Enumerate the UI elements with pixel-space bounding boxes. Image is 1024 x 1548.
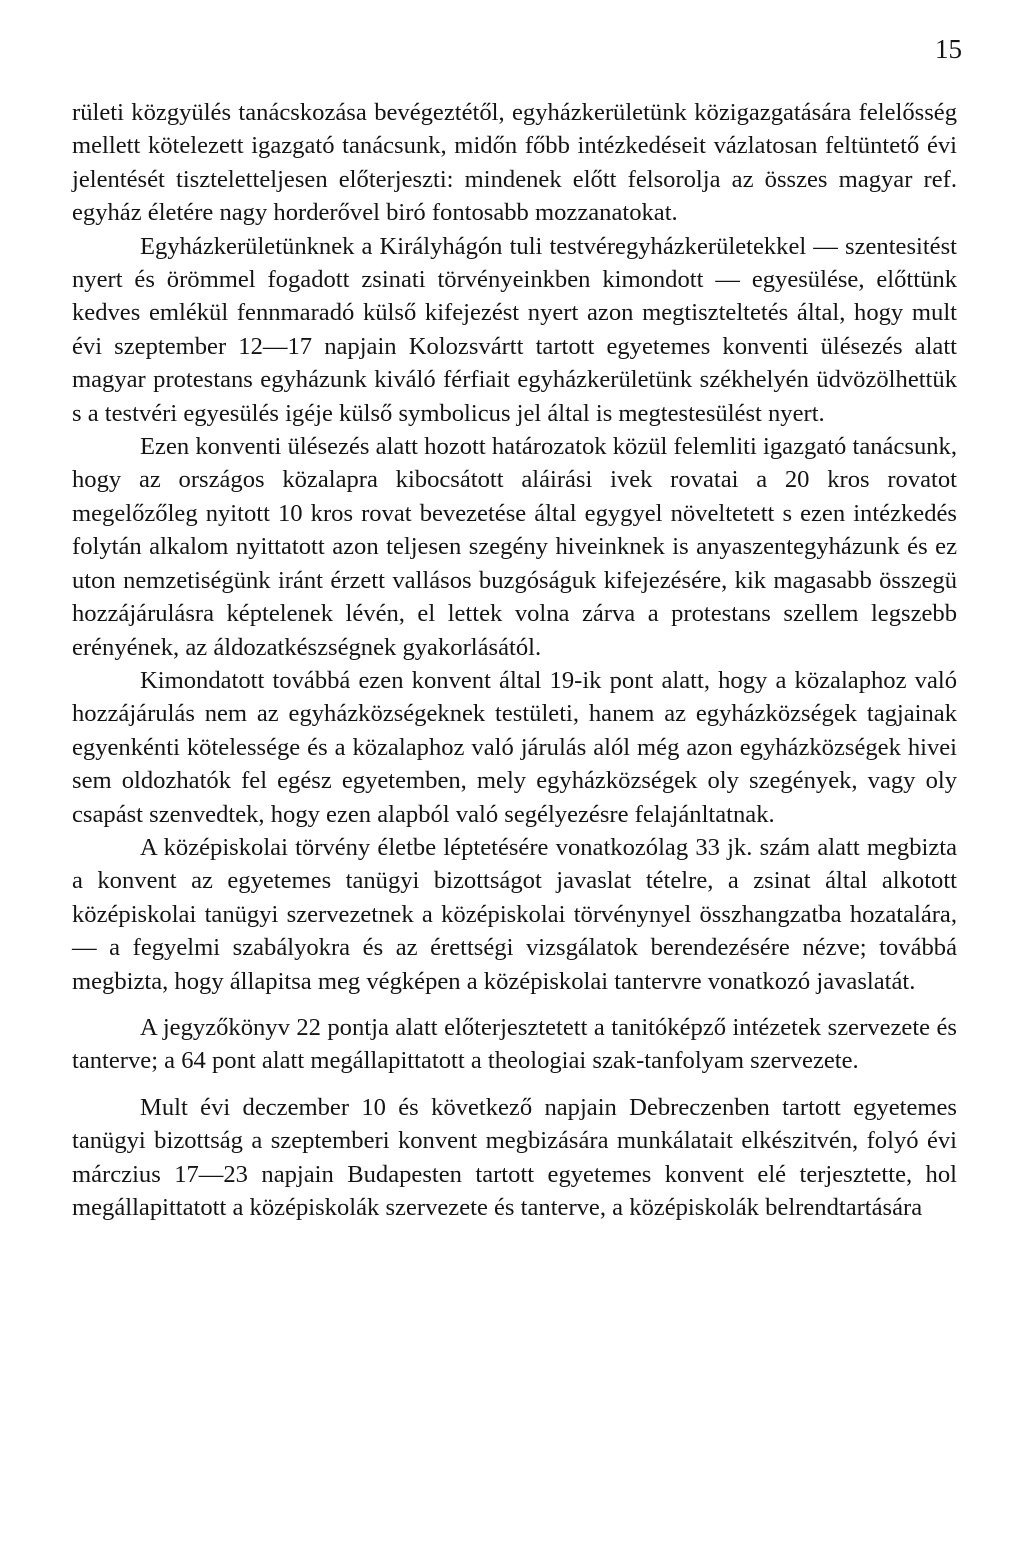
paragraph: rületi közgyülés tanácskozása bevégeztétől, egyházkerületünk közigazgatására felelősség mellett kötelezett igazgató tanácsunk, midőn főbb intézkedéseit vázlatosan feltüntető évi jelentését tiszteletteljesen előterjeszti: mindenek előtt felsorolja az összes magyar ref. egyház életére nagy horderővel biró fontosabb mozzanatokat.	[72, 99, 957, 227]
paragraph: Egyházkerületünknek a Királyhágón tuli testvéregyházkerületekkel — szentesitést nyert és örömmel fogadott zsinati törvényeinkben kimondott — egyesülése, előttünk kedves emlékül fennmaradó külső kifejezést nyert azon megtiszteltetés által, hogy mult évi szeptember 12—17 napjain Kolozsvártt tartott egyetemes konventi ülésezés alatt magyar protestans egyházunk kiváló férfiait egyházkerületünk székhelyén üdvözölhettük s a testvéri egyesülés igéje külső symbolicus jel által is megtestesülést nyert.	[72, 232, 957, 427]
paragraph: Ezen konventi ülésezés alatt hozott határozatok közül felemliti igazgató tanácsunk, hogy az országos közalapra kibocsátott aláirási ivek rovatai a 20 kros rovatot megelőzőleg nyitott 10 kros rovat bevezetése által egygyel növeltetett s ezen intézkedés folytán alkalom nyittatott azon teljesen szegény hiveinknek is anyaszentegyházunk és ez uton nemzetiségünk iránt érzett vallásos buzgóságuk kifejezésére, kik magasabb összegü hozzájárulásra képtelenek lévén, el lettek volna zárva a protestans szellem legszebb erényének, az áldozatkészségnek gyakorlásától.	[72, 433, 957, 661]
paragraph: A középiskolai törvény életbe léptetésére vonatkozólag 33 jk. szám alatt megbizta a konvent az egyetemes tanügyi bizottságot javaslat tételre, a zsinat által alkotott középiskolai tanügyi szervezetnek a középiskolai törvénynyel összhangzatba hozatalára, — a fegyelmi szabályokra és az érettségi vizsgálatok berendezésére nézve; továbbá megbizta, hogy állapitsa meg végképen a középiskolai tantervre vonatkozó javaslatát.	[72, 833, 957, 995]
body-text	[72, 96, 957, 1224]
page-number: 15	[935, 34, 962, 64]
paragraph: A jegyzőkönyv 22 pontja alatt előterjesztetett a tanitóképző intézetek szervezete és tanterve; a 64 pont alatt megállapittatott a theologiai szak-tanfolyam szervezete.	[72, 1013, 957, 1075]
paragraph: Kimondatott továbbá ezen konvent által 19-ik pont alatt, hogy a közalaphoz való hozzájárulás nem az egyházközségeknek testületi, hanem az egyházközségek tagjainak egyenkénti kötelessége és a közalaphoz való járulás alól még azon egyházközségek hivei sem oldozhatók fel egész egyetemben, mely egyházközségek oly szegények, vagy oly csapást szenvedtek, hogy ezen alapból való segélyezésre felajánltatnak.	[72, 666, 957, 828]
paragraph: Mult évi deczember 10 és következő napjain Debreczenben tartott egyetemes tanügyi bizottság a szeptemberi konvent megbizására munkálatait elkészitvén, folyó évi márczius 17—23 napjain Budapesten tartott egyetemes konvent elé terjesztette, hol megállapittatott a középiskolák szervezete és tanterve, a középiskolák belrendtartására	[72, 1093, 957, 1221]
